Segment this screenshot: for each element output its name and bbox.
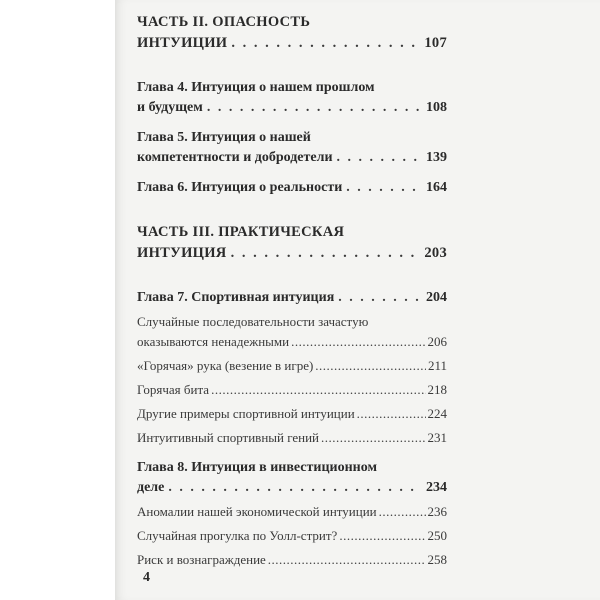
toc-entry-title-line1: Случайные последовательности зачастую — [137, 314, 369, 329]
toc-page-number: 218 — [427, 382, 447, 397]
toc-entry-title: Интуитивный спортивный гений — [137, 430, 320, 445]
toc-chapter-4 — [137, 78, 447, 118]
toc-page-number: 206 — [427, 334, 447, 349]
toc-entry-title-line2: ИНТУИЦИЯ — [137, 245, 227, 261]
toc-entry-title: Другие примеры спортивной интуиции — [137, 406, 355, 421]
toc-part-3 — [137, 222, 447, 264]
dot-leader — [207, 98, 422, 118]
dot-leader — [315, 356, 426, 376]
toc-entry-title-line2: и будущем — [137, 100, 203, 115]
toc-page-number: 236 — [427, 504, 447, 519]
toc-section — [137, 356, 447, 376]
toc-entry-title-line2: деле — [137, 480, 165, 495]
toc-entry-title-line2: компетентности и добродетели — [137, 150, 333, 165]
toc-page-number: 224 — [427, 406, 447, 421]
toc-page-number: 203 — [424, 245, 447, 261]
toc-entry-title-line2: ИНТУИЦИИ — [137, 35, 228, 51]
toc-page-number: 234 — [426, 480, 447, 495]
toc-chapter-5 — [137, 128, 447, 168]
toc-page-number: 258 — [427, 552, 447, 567]
dot-leader — [346, 178, 422, 198]
dot-leader — [231, 243, 421, 264]
toc-entry-title: Риск и вознаграждение — [137, 552, 266, 567]
toc-page-number: 231 — [427, 430, 447, 445]
toc-page-number: 211 — [427, 358, 447, 373]
toc-entry-title-line2: оказываются ненадежными — [137, 334, 290, 349]
dot-leader — [379, 502, 426, 522]
dot-leader — [268, 550, 426, 570]
toc-chapter-6 — [137, 178, 447, 198]
toc-page-number: 204 — [426, 290, 447, 305]
toc-entry-title: Случайная прогулка по Уолл-стрит? — [137, 528, 338, 543]
toc-entry-title-line1: Глава 5. Интуиция о нашей — [137, 130, 311, 145]
table-of-contents — [137, 12, 447, 570]
toc-section — [137, 312, 447, 352]
toc-entry-title: Глава 7. Спортивная интуиция — [137, 290, 335, 305]
toc-page-number: 164 — [426, 180, 447, 195]
toc-page-number: 108 — [426, 100, 447, 115]
toc-entry-title-line1: ЧАСТЬ II. ОПАСНОСТЬ — [137, 14, 311, 30]
toc-entry-title-line1: ЧАСТЬ III. ПРАКТИЧЕСКАЯ — [137, 224, 345, 240]
toc-section — [137, 380, 447, 400]
dot-leader — [231, 33, 420, 54]
toc-chapter-8 — [137, 458, 447, 498]
toc-section — [137, 428, 447, 448]
toc-part-2 — [137, 12, 447, 54]
toc-section — [137, 502, 447, 522]
toc-page-number: 139 — [426, 150, 447, 165]
toc-entry-title: Аномалии нашей экономической интуиции — [137, 504, 377, 519]
toc-chapter-7 — [137, 288, 447, 308]
toc-page-number: 250 — [427, 528, 447, 543]
dot-leader — [211, 380, 425, 400]
dot-leader — [321, 428, 425, 448]
toc-section — [137, 550, 447, 570]
toc-page-number: 107 — [424, 35, 447, 51]
dot-leader — [337, 148, 422, 168]
dot-leader — [339, 526, 425, 546]
toc-entry-title: Горячая бита — [137, 382, 210, 397]
toc-section — [137, 526, 447, 546]
toc-entry-title-line1: Глава 8. Интуиция в инвестиционном — [137, 460, 377, 475]
dot-leader — [168, 478, 422, 498]
toc-entry-title-line1: Глава 4. Интуиция о нашем прошлом — [137, 80, 375, 95]
dot-leader — [338, 288, 422, 308]
page-number: 4 — [143, 570, 150, 585]
toc-section — [137, 404, 447, 424]
toc-entry-title: Глава 6. Интуиция о реальности — [137, 180, 343, 195]
toc-entry-title: «Горячая» рука (везение в игре) — [137, 358, 314, 373]
dot-leader — [291, 332, 425, 352]
dot-leader — [357, 404, 426, 424]
